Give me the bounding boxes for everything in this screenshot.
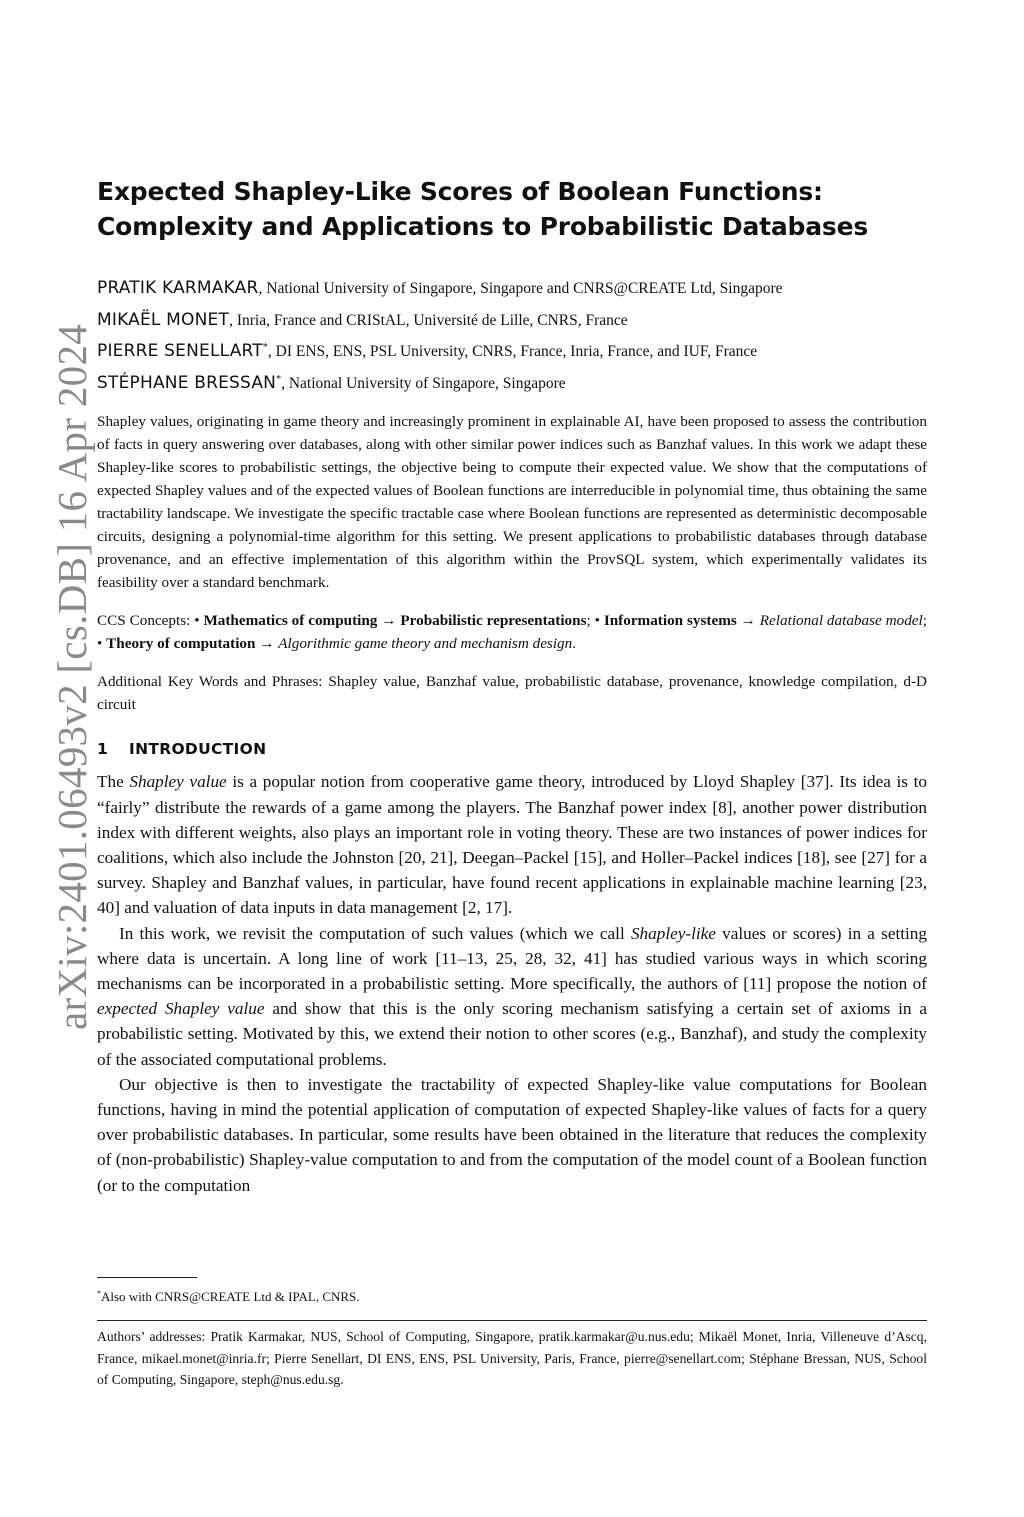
author-footnote-mark: * [276,373,282,385]
author-affiliation: , National University of Singapore, Singapore and CNRS@CREATE Ltd, Singapore [258,280,783,297]
text-run: values or scores) in a setting where data is uncertain. A long line of work [11–13, 25, 28, 32, 41] has studied various ways in which scoring mechanisms can be incorporated in a probabilistic setting. More specifically, the authors of [11] propose the notion of [97,923,927,993]
ccs-separator: ; • [97,612,927,653]
emphasis: expected Shapley value [97,999,265,1019]
ccs-concepts [97,609,927,655]
intro-paragraph-1 [97,769,927,920]
abstract: Shapley values, originating in game theory and increasingly prominent in explainable AI, have been proposed to assess the contribution of facts in query answering over databases, along with other similar power indices such as Banzhaf values. In this work we adapt these Shapley-like scores to probabilistic settings, the objective being to compute their expected value. We show that the computations of expected Shapley values and of the expected values of Boolean functions are interreducible in polynomial time, thus obtaining the same tractability landscape. We investigate the specific tractable case where Boolean functions are represented as deterministic decomposable circuits, designing a polynomial-time algorithm for this setting. We present applications to probabilistic databases through database provenance, and an effective implementation of this algorithm within the ProvSQL system, which experimentally validates its feasibility over a standard benchmark. [97,413,927,591]
title-line-1: Expected Shapley-Like Scores of Boolean Functions: [97,177,823,206]
author-footnote-mark: * [262,342,268,353]
author-list [97,271,927,397]
intro-paragraph-3: Our objective is then to investigate the tractability of expected Shapley-like value computations for Boolean functions, having in mind the potential application of computation of expected Shapley-like values of facts for a query over probabilistic databases. In particular, some results have been obtained in the literature that reduces the complexity of (non-probabilistic) Shapley-value computation to and from the computation of the model count of a Boolean function (or to the computation [97,1074,927,1195]
keywords: Additional Key Words and Phrases: Shapley value, Banzhaf value, probabilistic database, provenance, knowledge compilation, d-D circuit [97,673,927,714]
ccs-concept-1: Mathematics of computing → Probabilistic representations [203,612,587,630]
author-name: PRATIK KARMAKAR [97,278,259,298]
author-addresses: Authors’ addresses: Pratik Karmakar, NUS, School of Computing, Singapore, pratik.karmakar@u.nus.edu; Mikaël Monet, Inria, Villeneuve d’Ascq, France, mikael.monet@inria.fr; Pierre Senellart, DI ENS, ENS, PSL University, Paris, France, pierre@senellart.com; Stéphane Bressan, NUS, School of Computing, Singapore, steph@nus.edu.sg. [97,1329,927,1387]
emphasis: Shapley-like [630,923,716,943]
author-affiliation: , DI ENS, ENS, PSL University, CNRS, France, Inria, France, and IUF, France [267,343,758,360]
ccs-concept-3-sub: Algorithmic game theory and mechanism design [278,635,573,653]
section-heading [97,738,927,760]
addresses-rule [97,1320,927,1321]
author-name: MIKAËL MONET [97,309,230,330]
author-affiliation: , Inria, France and CRIStAL, Université de Lille, CNRS, France [229,311,628,329]
author-affiliation: , National University of Singapore, Singapore [281,374,566,392]
text-run: In this work, we revisit the computation of such values (which we call [119,923,631,943]
author-entry [97,334,927,366]
ccs-separator: ; • [586,612,604,630]
text-run: is a popular notion from cooperative game theory, introduced by Lloyd Shapley [37]. Its idea is to “fairly” distribute the rewards of a game among the players. The Banzhaf power index [8], another power distribution index with different weights, also plays an important role in voting theory. These are two instances of power indices for coalitions, which also include the Johnston [20, 21], Deegan–Packel [15], and Holler–Packel indices [18], see [27] for a survey. Shapley and Banzhaf values, in particular, have found recent applications in explainable machine learning [23, 40] and valuation of data inputs in data management [2, 17]. [97,772,927,918]
ccs-concept-2-sub: Relational database model [759,612,923,630]
author-entry [97,271,927,303]
intro-paragraph-2 [97,921,927,1072]
section-title: INTRODUCTION [129,740,267,759]
ccs-arrow: → [255,635,279,653]
author-name: STÉPHANE BRESSAN [97,372,277,393]
author-name: PIERRE SENELLART [97,341,263,361]
arxiv-identifier-stamp: arXiv:2401.06493v2 [cs.DB] 16 Apr 2024 [49,323,95,1030]
footnote [97,1285,360,1306]
text-run: and show that this is the only scoring mechanism satisfying a certain set of axioms in a probabilistic setting. Motivated by this, we extend their notion to other scores (e.g., Banzhaf), and study the complexity of the associated computational problems. [97,999,927,1069]
author-entry [97,366,927,398]
ccs-concept-3: Theory of computation [106,635,256,653]
paper-title [97,174,927,244]
paper-content [97,174,927,1198]
footnote-mark: * [97,1289,101,1298]
ccs-end: . [572,635,577,653]
footnote-rule [97,1277,197,1278]
section-number: 1 [97,740,109,759]
footnote-text: Also with CNRS@CREATE Ltd & IPAL, CNRS. [101,1289,360,1304]
author-entry [97,303,927,335]
emphasis: Shapley value [129,772,227,792]
title-line-2: Complexity and Applications to Probabilistic Databases [97,212,869,241]
ccs-arrow: → [736,612,760,630]
ccs-label: CCS Concepts: • [97,612,204,630]
ccs-concept-2: Information systems [603,612,737,630]
text-run: The [97,772,130,792]
